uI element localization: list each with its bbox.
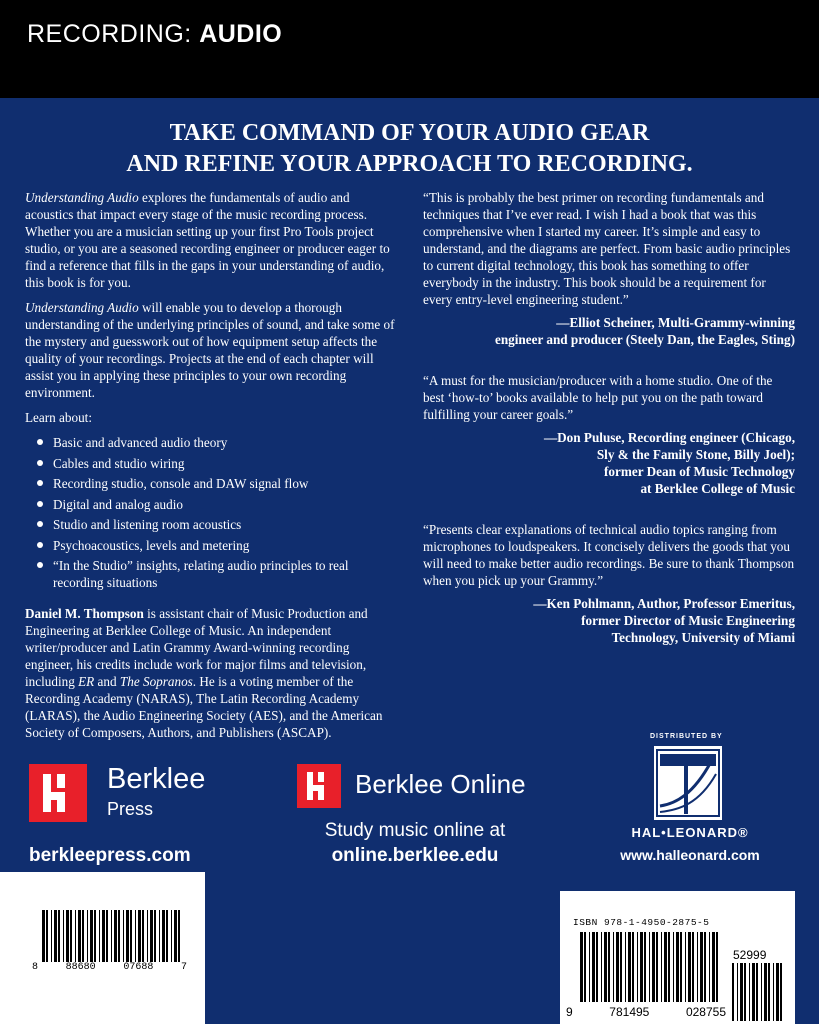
description-column (25, 189, 395, 749)
barcode-bar (761, 963, 762, 1021)
barcode-bar (99, 910, 100, 962)
barcode-bar (620, 932, 622, 1002)
bullet-icon (37, 562, 43, 568)
list-item: Digital and analog audio (53, 496, 395, 513)
berklee-press-logo-icon (29, 764, 87, 822)
berklee-press-sub: Press (107, 799, 154, 819)
testimonial-quote-1: “This is probably the best primer on recording fundamentals and techniques that I’ve ever read. I wish I had a book that was this comprehensive when I started my career. It’s simple and easy to understand, and the diagrams are perfect. From basic audio principles to current digital technology, this book has something to offer everybody in the industry. This book should be a requirement for every entry-level engineering student.” (423, 190, 791, 307)
isbn-digits: 9 781495 028755 (566, 1005, 726, 1019)
description-paragraph-1: Understanding Audio explores the fundamentals of audio and acoustics that impact every stage of the music recording process. Whether you are a musician setting up your first Pro Tools project studio, or you are a seasoned recording engineer or producer eager to find a reference that fills in the gaps in your understanding of audio, this book is for you. (25, 190, 390, 290)
barcode-bar (688, 932, 691, 1002)
barcode-bar (142, 910, 144, 962)
barcode-bar (130, 910, 132, 962)
berklee-online-tagline: Study music online at (324, 820, 506, 841)
barcode-bar (75, 910, 76, 962)
barcode-bar (111, 910, 112, 962)
barcode-bar (166, 910, 168, 962)
barcode-bar (138, 910, 141, 962)
barcode-bar (697, 932, 698, 1002)
headline-line-2: AND REFINE YOUR APPROACH TO RECORDING. (126, 151, 693, 177)
list-item: “In the Studio” insights, relating audio principles to real recording situations (53, 557, 395, 591)
bullet-icon (37, 439, 43, 445)
bullet-icon (37, 542, 43, 548)
barcode-bar (700, 932, 703, 1002)
testimonial-attribution-3: —Ken Pohlmann, Author, Professor Emeritus, former Director of Music Engineering Technology, University of Miami (533, 596, 795, 645)
barcode-bar (664, 932, 667, 1002)
learn-about-label: Learn about: (25, 410, 93, 425)
barcode-bar (616, 932, 619, 1002)
barcode-bar (580, 932, 583, 1002)
barcode-bar (668, 932, 670, 1002)
barcode-bar (768, 963, 770, 1021)
barcode-bar (752, 963, 755, 1021)
headline-line-1: TAKE COMMAND OF YOUR AUDIO GEAR (169, 120, 650, 146)
berklee-online-url[interactable]: online.berklee.edu (331, 845, 499, 866)
list-item: Psychoacoustics, levels and metering (53, 537, 395, 554)
testimonials-column (423, 189, 795, 646)
barcode-bar (135, 910, 136, 962)
barcode-bar (644, 932, 646, 1002)
isbn-barcode (580, 932, 722, 1002)
barcode-bar (709, 932, 710, 1002)
isbn-addon-barcode (732, 963, 784, 1021)
isbn-addon-digits: 52999 (733, 948, 767, 962)
barcode-bar (592, 932, 595, 1002)
barcode-bar (732, 963, 734, 1021)
barcode-bar (63, 910, 64, 962)
series-header-bar (0, 0, 819, 98)
barcode-bar (740, 963, 743, 1021)
barcode-bar (776, 963, 779, 1021)
barcode-bar (652, 932, 655, 1002)
hal-leonard-logo-icon (654, 746, 722, 820)
barcode-bar (676, 932, 679, 1002)
barcode-bar (70, 910, 72, 962)
testimonial-quote-2: “A must for the musician/producer with a home studio. One of the best ‘how-to’ books available to help put you on the path toward fulfilling your career goals.” (423, 373, 773, 422)
barcode-bar (604, 932, 607, 1002)
barcode-bar (82, 910, 84, 962)
barcode-bar (673, 932, 674, 1002)
barcode-bar (608, 932, 610, 1002)
barcode-bar (773, 963, 774, 1021)
barcode-bar (46, 910, 48, 962)
barcode-bar (66, 910, 69, 962)
list-item: Recording studio, console and DAW signal flow (53, 475, 395, 492)
barcode-bar (114, 910, 117, 962)
barcode-bar (716, 932, 718, 1002)
barcode-bar (154, 910, 156, 962)
testimonial-quote-3: “Presents clear explanations of technical audio topics ranging from microphones to loudspeakers. It concisely delivers the goods that you will need to make better audio recordings. Be sure to thank Thompson when you pick up your Grammy.” (423, 522, 795, 588)
bullet-icon (37, 521, 43, 527)
barcode-bar (737, 963, 738, 1021)
berklee-press-url[interactable]: berkleepress.com (29, 845, 191, 866)
bullet-icon (37, 480, 43, 486)
barcode-bar (764, 963, 767, 1021)
isbn-label: ISBN 978-1-4950-2875-5 (573, 917, 710, 928)
barcode-bar (756, 963, 758, 1021)
barcode-bar (162, 910, 165, 962)
barcode-bar (123, 910, 124, 962)
barcode-bar (649, 932, 650, 1002)
barcode-bar (171, 910, 172, 962)
testimonial-attribution-1: —Elliot Scheiner, Multi-Grammy-winning engineer and producer (Steely Dan, the Eagles, Sting) (494, 315, 795, 347)
barcode-bar (685, 932, 686, 1002)
berklee-online-logo-icon (297, 764, 341, 808)
berklee-press-name: Berklee (107, 763, 206, 795)
list-item: Cables and studio wiring (53, 455, 395, 472)
barcode-bar (118, 910, 120, 962)
testimonial-attribution-2: —Don Puluse, Recording engineer (Chicago, Sly & the Family Stone, Billy Joel); former Dean of Music Technology at Berklee College of Music (543, 430, 795, 496)
berklee-online-name: Berklee Online (355, 769, 526, 799)
barcode-bar (632, 932, 634, 1002)
barcode-bar (87, 910, 88, 962)
series-label: RECORDING: AUDIO (27, 20, 283, 48)
barcode-bar (712, 932, 715, 1002)
barcode-bar (174, 910, 177, 962)
barcode-bar (51, 910, 52, 962)
barcode-bar (661, 932, 662, 1002)
barcode-bar (596, 932, 598, 1002)
product-code: HL00148197 (64, 977, 141, 992)
barcode-bar (601, 932, 602, 1002)
upc-barcode (42, 910, 182, 966)
barcode-bar (613, 932, 614, 1002)
barcode-bar (102, 910, 105, 962)
barcode-bar (692, 932, 694, 1002)
barcode-bar (58, 910, 60, 962)
author-bio: Daniel M. Thompson is assistant chair of Music Production and Engineering at Berklee College of Music. An independent writer/producer and Latin Grammy Award-winning recording engineer, his credits include work for major films and television, including ER and The Sopranos. He is a voting member of the Recording Academy (NARAS), The Latin Recording Academy (LARAS), the Audio Engineering Society (AES), and the American Society of Composers, Authors, and Publishers (ASCAP). (25, 606, 383, 740)
price-label: U.S. $29.99 (68, 891, 137, 906)
barcode-bar (704, 932, 706, 1002)
barcode-bar (159, 910, 160, 962)
upc-digits: 8 88680 07688 7 (32, 962, 187, 973)
bullet-icon (37, 501, 43, 507)
barcode-bar (126, 910, 129, 962)
barcode-bar (625, 932, 626, 1002)
barcode-bar (150, 910, 153, 962)
hal-leonard-name: HAL•LEONARD® (631, 825, 749, 840)
barcode-bar (42, 910, 45, 962)
headline (0, 118, 819, 180)
barcode-bar (106, 910, 108, 962)
barcode-bar (744, 963, 746, 1021)
barcode-bar (584, 932, 586, 1002)
barcode-bar (640, 932, 643, 1002)
barcode-bar (628, 932, 631, 1002)
topic-list (25, 434, 395, 591)
barcode-bar (656, 932, 658, 1002)
barcode-bar (94, 910, 96, 962)
hal-leonard-url[interactable]: www.halleonard.com (620, 847, 760, 863)
barcode-bar (54, 910, 57, 962)
barcode-bar (147, 910, 148, 962)
barcode-bar (78, 910, 81, 962)
barcode-bar (780, 963, 782, 1021)
list-item: Basic and advanced audio theory (53, 434, 395, 451)
barcode-bar (680, 932, 682, 1002)
description-paragraph-2: Understanding Audio will enable you to develop a thorough understanding of the underlying principles of sound, and take some of the mystery and guesswork out of how equipment setup affects the quality of your recordings. Projects at the end of each chapter will assist you in applying these principles to your own recording environment. (25, 300, 395, 400)
barcode-bar (178, 910, 180, 962)
bullet-icon (37, 460, 43, 466)
barcode-bar (589, 932, 590, 1002)
distributed-by-label: DISTRIBUTED BY (650, 733, 723, 740)
list-item: Studio and listening room acoustics (53, 516, 395, 533)
barcode-bar (90, 910, 93, 962)
barcode-bar (637, 932, 638, 1002)
barcode-bar (749, 963, 750, 1021)
